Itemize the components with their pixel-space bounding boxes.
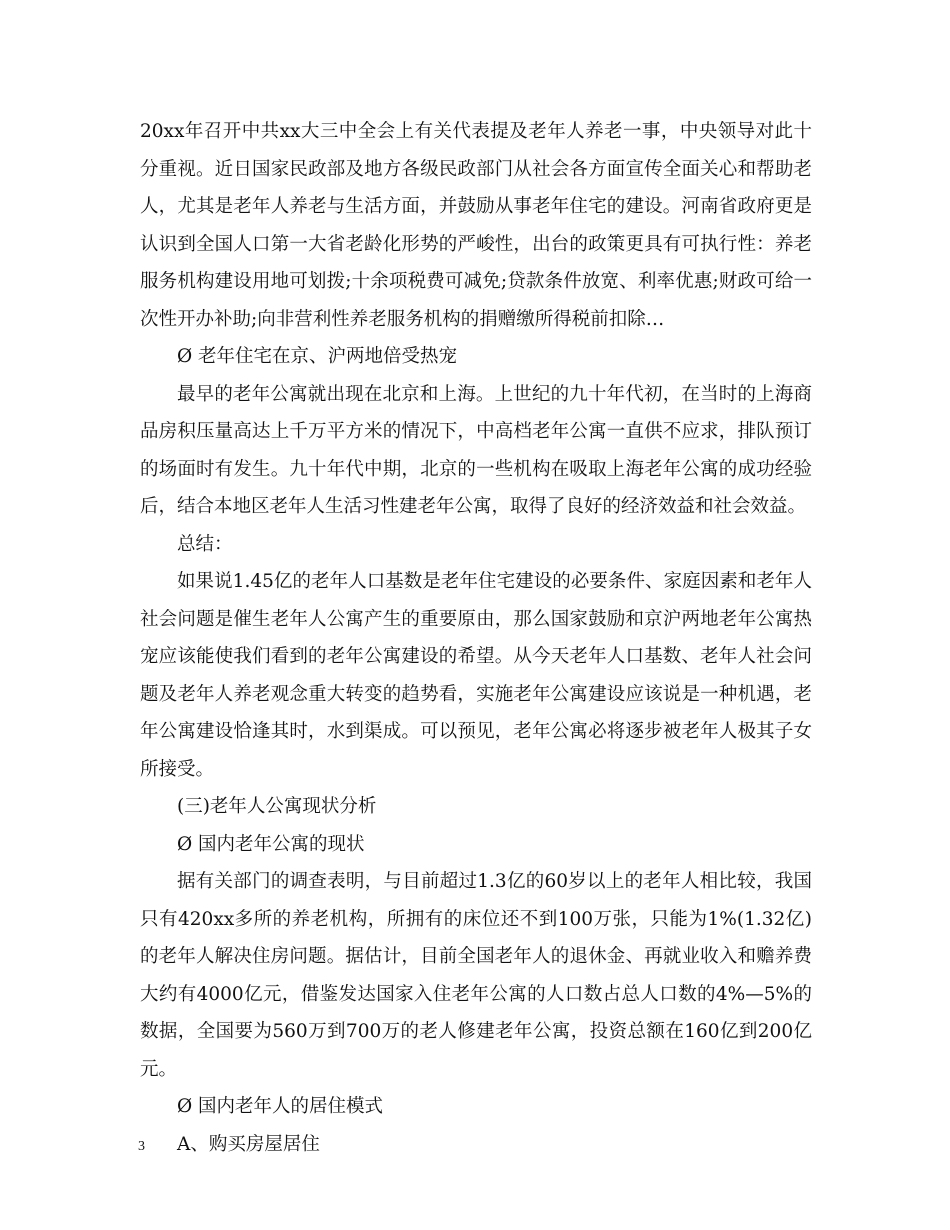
paragraph-summary: 如果说1.45亿的老年人口基数是老年住宅建设的必要条件、家庭因素和老年人社会问题是催生老年人公寓产生的重要原由，那么国家鼓励和京沪两地老年公寓热宠应该能使我们看到的老年公寓建设的希望。从今天老年人口基数、老年人社会问题及老年人养老观念重大转变的趋势看，实施老年公寓建设应该说是一种机遇，老年公寓建设恰逢其时，水到渠成。可以预见，老年公寓必将逐步被老年人极其子女所接受。	[140, 571, 812, 780]
paragraph-survey-data: 据有关部门的调查表明，与目前超过1.3亿的60岁以上的老年人相比较，我国只有420xx多所的养老机构，所拥有的床位还不到100万张，只能为1%(1.32亿)的老年人解决住房问题。据估计，目前全国老年人的退休金、再就业收入和赡养费大约有4000亿元，借鉴发达国家入住老年公寓的人口数占总人口数的4%—5%的数据，全国要为560万到700万的老人修建老年公寓，投资总额在160亿到200亿元。	[140, 871, 812, 1080]
list-item-buy-housing: A、购买房屋居住	[177, 1133, 320, 1155]
bullet-heading-living-modes: Ø 国内老年人的居住模式	[177, 1096, 384, 1117]
bullet-heading-beijing-shanghai: Ø 老年住宅在京、沪两地倍受热宠	[177, 346, 458, 367]
page-body	[140, 113, 812, 1163]
page-number: 3	[138, 1139, 145, 1154]
summary-heading: 总结：	[177, 533, 233, 555]
section-heading-status-analysis: (三)老年人公寓现状分析	[177, 796, 377, 817]
bullet-heading-domestic-status: Ø 国内老年公寓的现状	[177, 833, 365, 855]
paragraph-intro-policy: 20xx年召开中共xx大三中全会上有关代表提及老年人养老一事，中央领导对此十分重视。近日国家民政部及地方各级民政部门从社会各方面宣传全面关心和帮助老人，尤其是老年人养老与生活方面，并鼓励从事老年住宅的建设。河南省政府更是认识到全国人口第一大省老龄化形势的严峻性，出台的政策更具有可执行性：养老服务机构建设用地可划拨;十余项税费可减免;贷款条件放宽、利率优惠;财政可给一次性开办补助;向非营利性养老服务机构的捐赠缴所得税前扣除…	[140, 121, 812, 330]
paragraph-earliest-apartments: 最早的老年公寓就出现在北京和上海。上世纪的九十年代初，在当时的上海商品房积压量高达上千万平方米的情况下，中高档老年公寓一直供不应求，排队预订的场面时有发生。九十年代中期，北京的一些机构在吸取上海老年公寓的成功经验后，结合本地区老年人生活习性建老年公寓，取得了良好的经济效益和社会效益。	[140, 383, 812, 517]
